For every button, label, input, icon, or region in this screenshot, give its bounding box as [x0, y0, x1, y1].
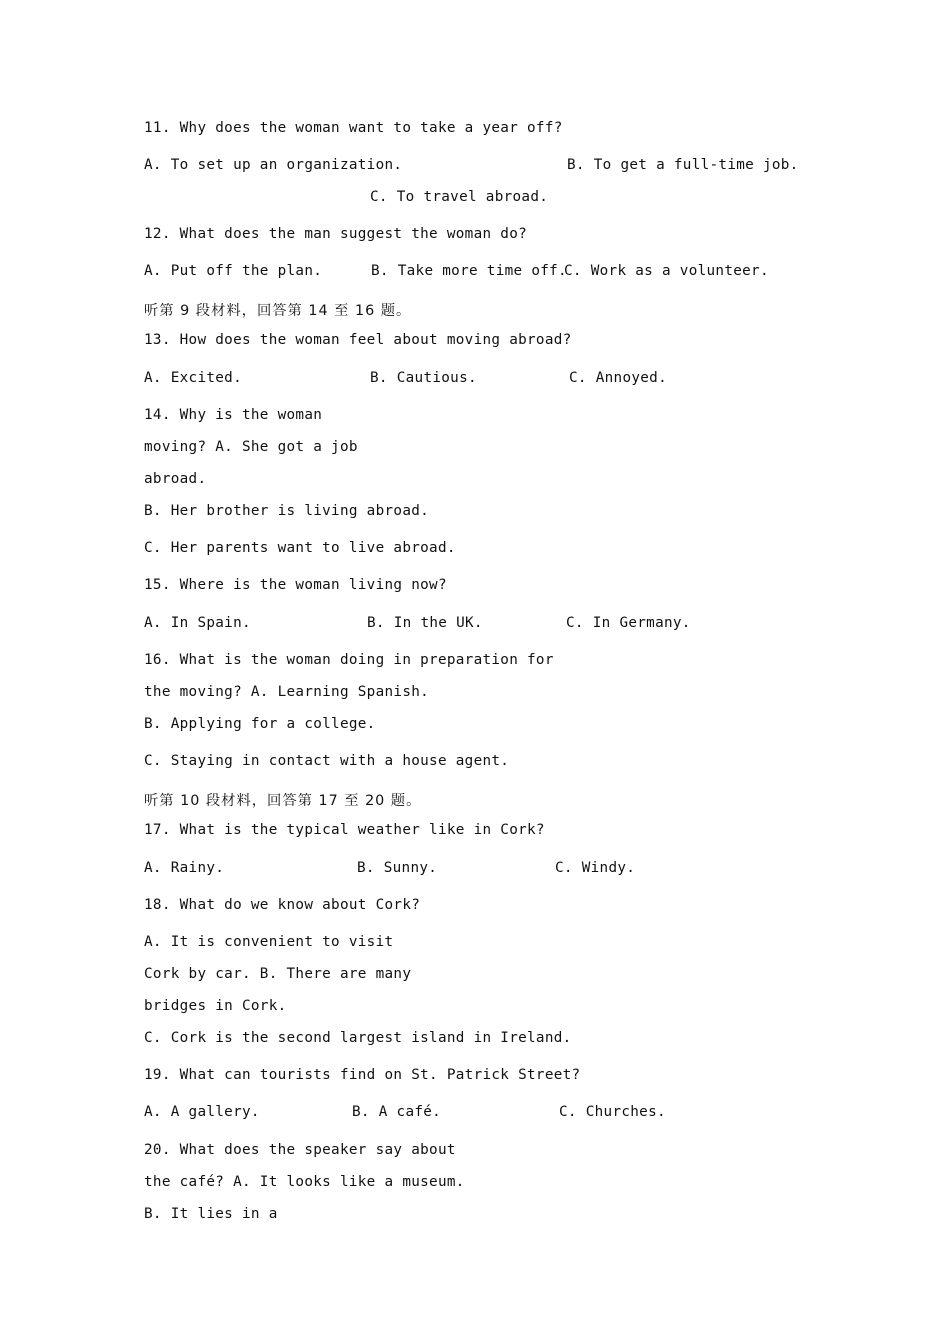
q18-option-line3: bridges in Cork. — [144, 998, 287, 1014]
q13-option-c: C. Annoyed. — [569, 370, 667, 386]
q19-option-b: B. A café. — [352, 1104, 442, 1120]
q14-question-line3: abroad. — [144, 471, 207, 487]
q16-question-line2: the moving? A. Learning Spanish. — [144, 684, 430, 700]
q15-option-a: A. In Spain. — [144, 615, 251, 631]
q15-option-b: B. In the UK. — [367, 615, 483, 631]
q16-option-c: C. Staying in contact with a house agent. — [144, 753, 510, 769]
q15-question: 15. Where is the woman living now? — [144, 577, 447, 593]
q19-option-c: C. Churches. — [559, 1104, 666, 1120]
q17-option-a: A. Rainy. — [144, 860, 225, 876]
q17-option-c: C. Windy. — [555, 860, 636, 876]
q16-option-b: B. Applying for a college. — [144, 716, 376, 732]
q20-option-b-partial: B. It lies in a — [144, 1206, 278, 1222]
q18-question: 18. What do we know about Cork? — [144, 897, 421, 913]
q19-option-a: A. A gallery. — [144, 1104, 260, 1120]
q18-option-c: C. Cork is the second largest island in Ireland. — [144, 1030, 572, 1046]
q18-option-line1: A. It is convenient to visit — [144, 934, 394, 950]
q13-question: 13. How does the woman feel about moving abroad? — [144, 332, 572, 348]
section-9-heading: 听第 9 段材料，回答第 14 至 16 题。 — [144, 303, 412, 319]
q17-question: 17. What is the typical weather like in Cork? — [144, 822, 545, 838]
q12-option-a: A. Put off the plan. — [144, 263, 323, 279]
q11-option-c: C. To travel abroad. — [370, 189, 549, 205]
q19-question: 19. What can tourists find on St. Patrick Street? — [144, 1067, 581, 1083]
q11-question: 11. Why does the woman want to take a year off? — [144, 120, 563, 136]
q20-question-line1: 20. What does the speaker say about — [144, 1142, 456, 1158]
q16-question-line1: 16. What is the woman doing in preparation for — [144, 652, 554, 668]
q18-option-line2: Cork by car. B. There are many — [144, 966, 412, 982]
q13-option-b: B. Cautious. — [370, 370, 477, 386]
q14-option-b: B. Her brother is living abroad. — [144, 503, 430, 519]
section-10-heading: 听第 10 段材料，回答第 17 至 20 题。 — [144, 793, 422, 809]
q12-question: 12. What does the man suggest the woman do? — [144, 226, 528, 242]
q15-option-c: C. In Germany. — [566, 615, 691, 631]
q14-question-line1: 14. Why is the woman — [144, 407, 323, 423]
q20-question-line2: the café? A. It looks like a museum. — [144, 1174, 465, 1190]
q14-option-c: C. Her parents want to live abroad. — [144, 540, 456, 556]
q13-option-a: A. Excited. — [144, 370, 242, 386]
q12-option-c: C. Work as a volunteer. — [564, 263, 769, 279]
q12-option-b: B. Take more time off. — [371, 263, 567, 279]
q11-option-b: B. To get a full-time job. — [567, 157, 799, 173]
q14-question-line2: moving? A. She got a job — [144, 439, 358, 455]
q11-option-a: A. To set up an organization. — [144, 157, 403, 173]
q17-option-b: B. Sunny. — [357, 860, 438, 876]
